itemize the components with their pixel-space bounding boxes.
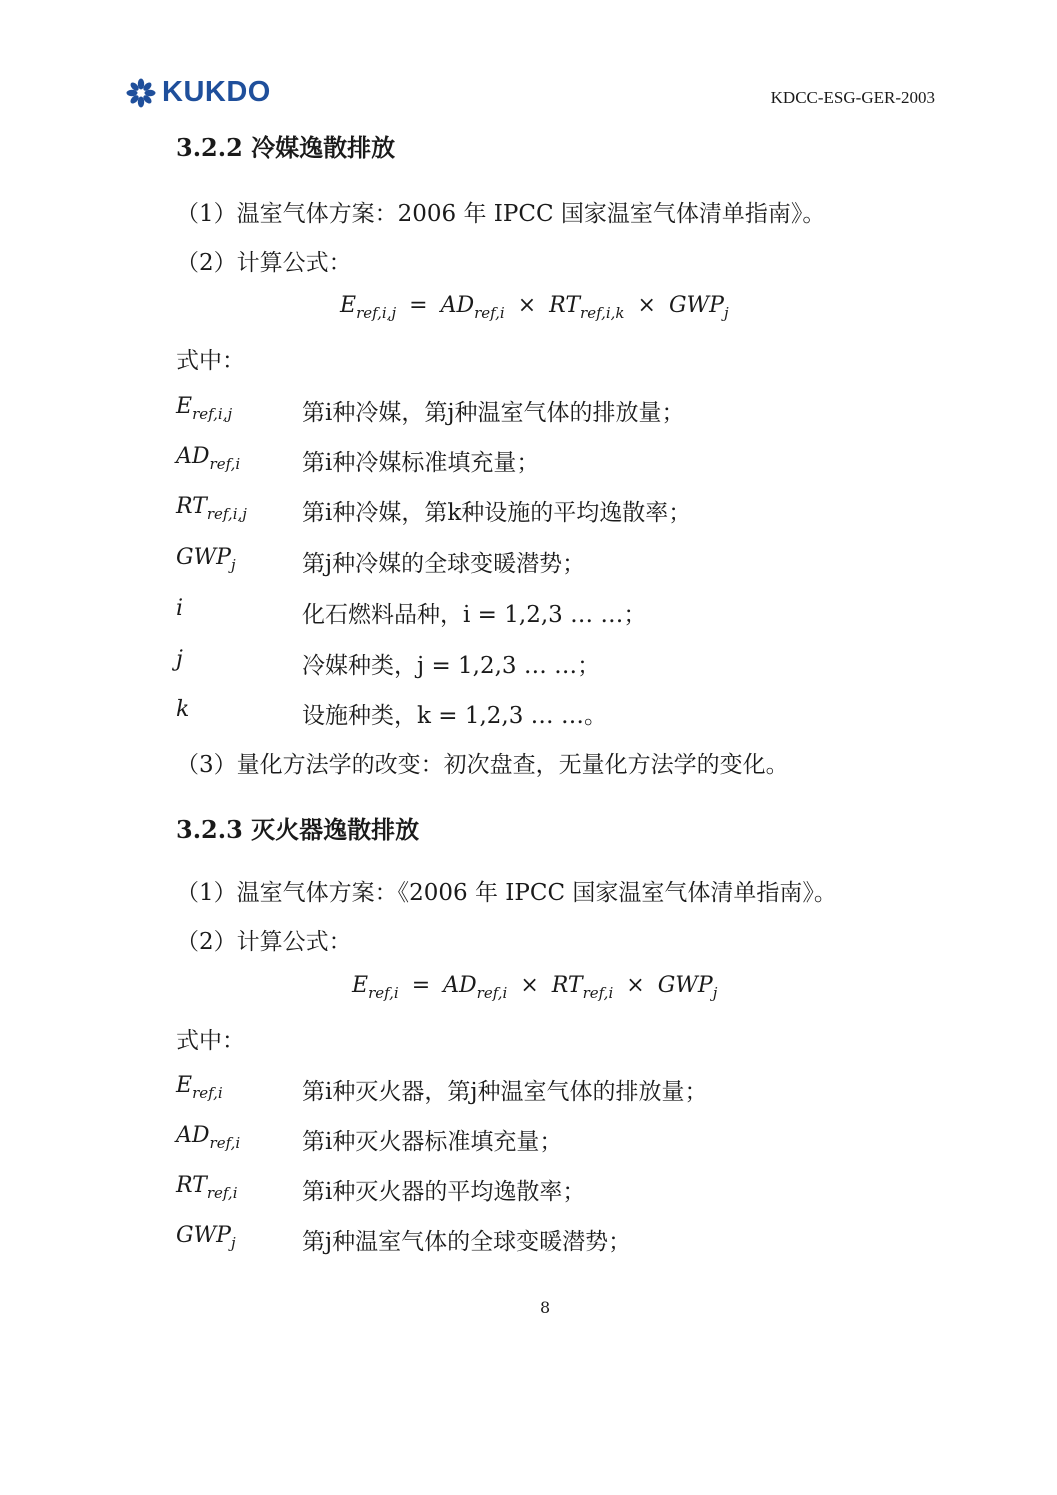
section-heading-3-2-2: 3.2.2 冷媒逸散排放 [176, 133, 396, 162]
definition-text: 第i种冷媒标准填充量； [302, 450, 540, 476]
formula-refrigerant: $E_{ref,i,j} = AD_{ref,i} \times RT_{ref,i,k} \times GWP_j$ [340, 293, 729, 322]
definition-text: 设施种类，k = 1,2,3 … …。 [302, 703, 607, 729]
definition-text: 第i种冷媒，第j种温室气体的排放量； [302, 400, 685, 426]
definition-symbol: $E_{ref,i}$ [176, 1073, 223, 1102]
section-322-item-2: （2）计算公式： [176, 250, 352, 276]
definition-text: 第i种灭火器标准填充量； [302, 1129, 563, 1155]
page-number: 8 [540, 1298, 551, 1317]
section-heading-3-2-3: 3.2.3 灭火器逸散排放 [176, 815, 420, 844]
formula-extinguisher: $E_{ref,i} = AD_{ref,i} \times RT_{ref,i} \times GWP_j$ [352, 973, 718, 1002]
where-label: 式中： [176, 1028, 245, 1054]
logo-text: KUKDO [162, 76, 271, 108]
company-logo [126, 76, 271, 109]
definition-symbol: $GWP_j$ [176, 545, 236, 574]
kukdo-flower-icon [126, 78, 156, 108]
section-323-item-2: （2）计算公式： [176, 929, 352, 955]
definition-text: 第i种灭火器的平均逸散率； [302, 1179, 586, 1205]
definition-symbol: i [176, 596, 184, 621]
definition-text: 化石燃料品种，i = 1,2,3 … …； [302, 602, 647, 628]
definition-symbol: $AD_{ref,i}$ [176, 1123, 241, 1152]
definition-text: 第j种温室气体的全球变暖潜势； [302, 1229, 632, 1255]
definition-text: 第j种冷媒的全球变暖潜势； [302, 551, 586, 577]
document-id: KDCC-ESG-GER-2003 [770, 88, 935, 107]
definition-text: 第i种冷媒，第k种设施的平均逸散率； [302, 500, 692, 526]
definition-symbol: $RT_{ref,i,j}$ [176, 494, 247, 523]
definition-text: 第i种灭火器，第j种温室气体的排放量； [302, 1079, 708, 1105]
section-322-item-1: （1）温室气体方案：2006 年 IPCC 国家温室气体清单指南》。 [176, 201, 826, 227]
definition-symbol: $AD_{ref,i}$ [176, 444, 241, 473]
definition-symbol: $GWP_j$ [176, 1223, 236, 1252]
where-label: 式中： [176, 348, 245, 374]
section-322-item-3: （3）量化方法学的改变：初次盘查，无量化方法学的变化。 [176, 752, 789, 778]
definition-symbol: $RT_{ref,i}$ [176, 1173, 238, 1202]
section-323-item-1: （1）温室气体方案：《2006 年 IPCC 国家温室气体清单指南》。 [176, 880, 837, 906]
definition-text: 冷媒种类，j = 1,2,3 … …； [302, 653, 601, 679]
definition-symbol: k [176, 697, 190, 722]
definition-symbol: $E_{ref,i,j}$ [176, 394, 233, 423]
definition-symbol: j [176, 647, 183, 672]
